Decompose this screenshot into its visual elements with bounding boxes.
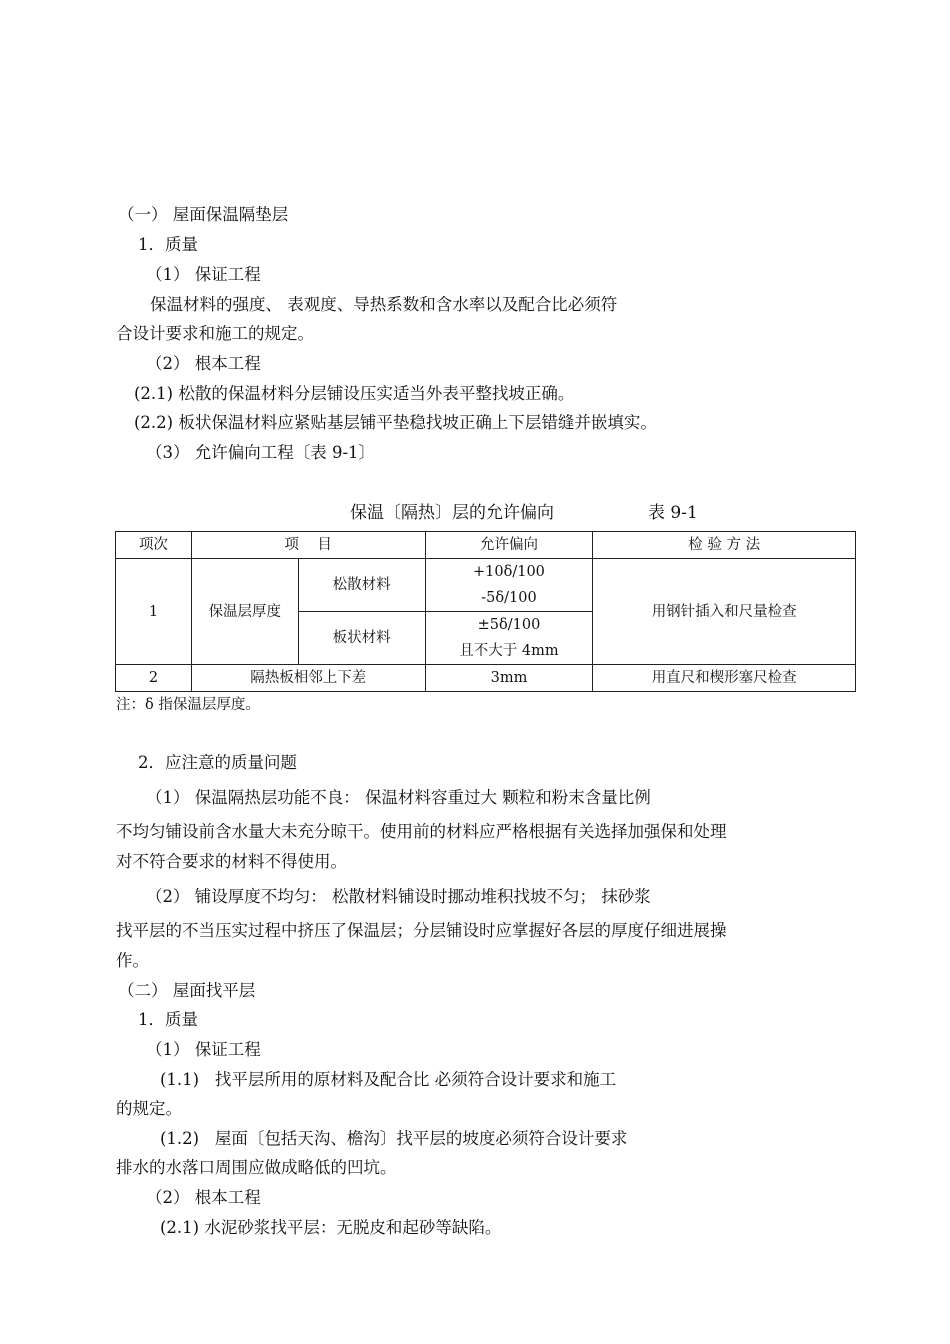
table-number: 表 9-1 — [648, 503, 698, 523]
section-2-item-1-2-line-1: (1.2) 屋面〔包括天沟、檐沟〕找平层的坡度必须符合设计要求 — [160, 1129, 628, 1148]
tolerance-table — [115, 531, 856, 692]
row-1-index: 1 — [116, 559, 192, 665]
section-2-title: （二） 屋面找平层 — [118, 981, 256, 1000]
section-1-guarantee-heading: （1） 保证工程 — [146, 265, 261, 284]
table-row — [116, 559, 856, 612]
section-2-item-1-1-line-2: 的规定。 — [116, 1099, 182, 1118]
section-2-basic-heading: （2） 根本工程 — [146, 1188, 261, 1207]
section-2-basic-2-1: (2.1) 水泥砂浆找平层：无脱皮和起砂等缺陷。 — [160, 1218, 502, 1237]
issues-title: 2．应注意的质量问题 — [138, 753, 297, 772]
row-2-item: 隔热板相邻上下差 — [191, 665, 425, 692]
issue-1-line-3: 对不符合要求的材料不得使用。 — [116, 852, 347, 871]
table-caption: 保温〔隔热〕层的允许偏向 — [350, 503, 554, 523]
section-1-title: （一） 屋面保温隔垫层 — [118, 205, 289, 224]
row-1b-tolerance-line-2: 且不大于 4mm — [459, 643, 559, 659]
row-2-method: 用直尺和楔形塞尺检查 — [593, 665, 856, 692]
issue-2-line-2: 找平层的不当压实过程中挤压了保温层；分层铺设时应掌握好各层的厚度仔细进展操 — [116, 921, 727, 940]
row-1a-sub: 松散材料 — [298, 559, 425, 612]
row-1a-tolerance — [425, 559, 593, 612]
section-2-quality-heading: 1．质量 — [138, 1010, 198, 1029]
section-2-item-1-2-line-2: 排水的水落口周围应做成略低的凹坑。 — [116, 1158, 397, 1177]
section-1-basic-2-2: (2.2) 板状保温材料应紧贴基层铺平垫稳找坡正确上下层错缝并嵌填实。 — [134, 413, 657, 432]
section-1-quality-heading: 1．质量 — [138, 235, 198, 254]
header-item: 项 目 — [191, 532, 425, 559]
issue-1-line-1: （1） 保温隔热层功能不良： 保温材料容重过大 颗粒和粉末含量比例 — [146, 788, 651, 807]
row-1a-tolerance-line-1: +10δ/100 — [473, 564, 545, 580]
row-1-method: 用钢针插入和尺量检查 — [593, 559, 856, 665]
section-1-guarantee-text-1: 保温材料的强度、 表观度、导热系数和含水率以及配合比必须符 — [150, 295, 618, 314]
section-1-allow-heading: （3） 允许偏向工程〔表 9-1〕 — [146, 443, 376, 462]
header-tolerance: 允许偏向 — [425, 532, 593, 559]
section-1-guarantee-text-2: 合设计要求和施工的规定。 — [116, 324, 314, 343]
header-method: 检 验 方 法 — [593, 532, 856, 559]
section-1-basic-heading: （2） 根本工程 — [146, 354, 261, 373]
table-header-row — [116, 532, 856, 559]
issue-2-line-3: 作。 — [116, 951, 149, 970]
row-1b-tolerance-line-1: ±5δ/100 — [477, 617, 541, 633]
section-2-guarantee-heading: （1） 保证工程 — [146, 1040, 261, 1059]
table-note: 注：δ 指保温层厚度。 — [116, 697, 260, 713]
row-2-index: 2 — [116, 665, 192, 692]
header-index: 项次 — [116, 532, 192, 559]
row-1-item: 保温层厚度 — [191, 559, 298, 665]
section-1-basic-2-1: (2.1) 松散的保温材料分层铺设压实适当外表平整找坡正确。 — [134, 384, 575, 403]
issue-2-line-1: （2） 铺设厚度不均匀： 松散材料铺设时挪动堆积找坡不匀； 抹砂浆 — [146, 887, 651, 906]
table-row — [116, 665, 856, 692]
section-2-item-1-1-line-1: (1.1) 找平层所用的原材料及配合比 必须符合设计要求和施工 — [160, 1070, 617, 1089]
issue-1-line-2: 不均匀铺设前含水量大未充分晾干。使用前的材料应严格根据有关选择加强保和处理 — [116, 822, 727, 841]
row-1a-tolerance-line-2: -5δ/100 — [481, 590, 537, 606]
row-1b-tolerance — [425, 612, 593, 665]
row-2-tolerance: 3mm — [425, 665, 593, 692]
row-1b-sub: 板状材料 — [298, 612, 425, 665]
